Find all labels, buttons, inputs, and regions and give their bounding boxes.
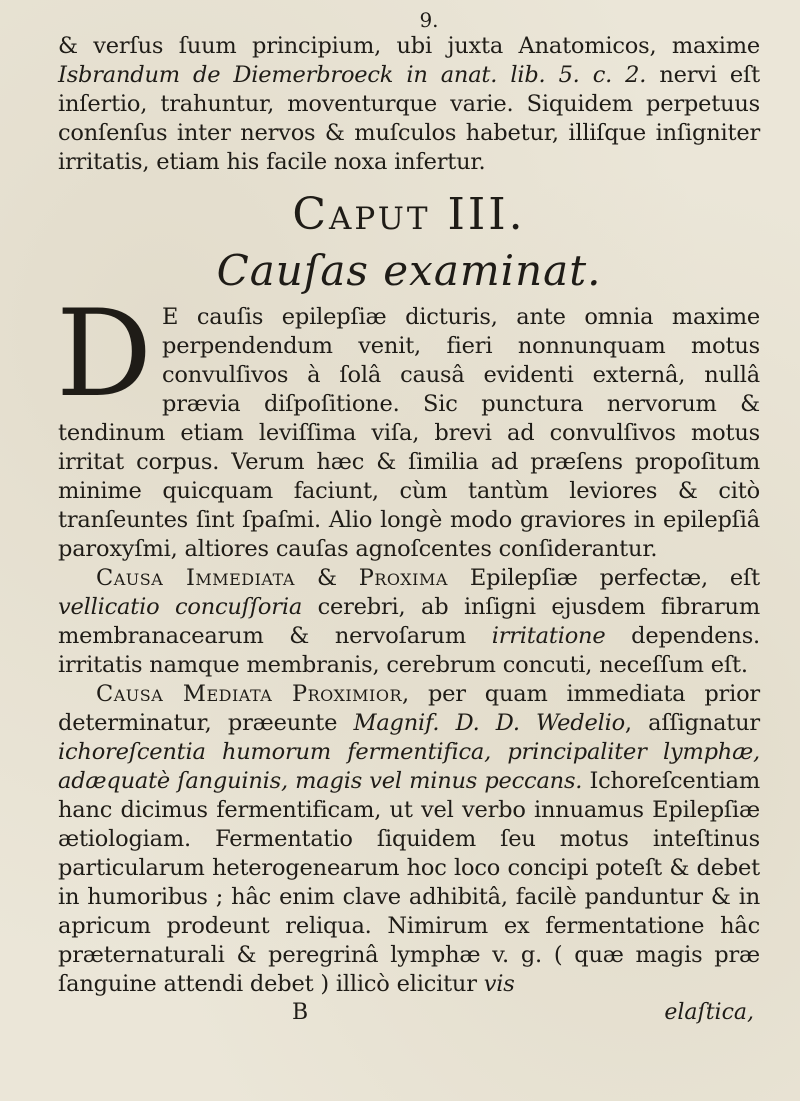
citation-wedelio: Magnif. D. D. Wedelio	[353, 710, 625, 736]
paragraph-causa-mediata	[58, 680, 760, 999]
continuation-text-2: nervi eſt inſertio, trahuntur, moventurque varie. Siquidem perpetuus conſenſus inter nervos & muſculos habetur, illiſque inſigniter irritatis, etiam his facile noxa infertur.	[58, 62, 760, 175]
label-proxima: Proxima	[358, 565, 448, 591]
paragraph-causes-intro	[56, 285, 760, 564]
citation-diemerbroeck: Isbrandum de Diemerbroeck in anat. lib. 5. c. 2.	[58, 62, 647, 88]
term-vellicatio: vellicatio concuſſoria	[58, 594, 303, 620]
paragraph-causa-immediata	[58, 564, 760, 680]
text-segment: &	[294, 565, 359, 591]
label-causa-mediata: Causa Mediata Proximior	[96, 681, 403, 707]
text-segment: Ichoreſcentiam hanc dicimus fermentificam, ut vel verbo innuamus Epilepſiæ ætiologiam. Fermentatio ſiquidem ſeu motus inteſtinus particularum heterogenearum hoc loco concipi poteſt & debet in humoribus ; hâc enim clave adhibitâ, facilè panduntur & in apricum prodeunt reliqua. Nimirum ex fermentatione hâc præternaturali & peregrinâ lymphæ v. g. ( quæ magis præ ſanguine attendi debet ) illicò elicitur	[58, 768, 760, 997]
text-segment: , aſſignatur	[624, 710, 760, 736]
term-ichorescentia: ichoreſcentia humorum fermentifica, principaliter lymphæ, adæquatè ſanguinis, magis vel minus peccans.	[58, 739, 760, 794]
text-segment: cerebri, ab inſigni ejusdem fibrarum membranacearum & nervoſarum	[58, 594, 760, 649]
paragraph-causes-intro-text: E cauſis epilepſiæ dicturis, ante omnia maxime perpendendum venit, fieri nonnunquam motus convulſivos à ſolâ causâ evidenti externâ, nullâ prævia diſpoſitione. Sic punctura nervorum & tendinum etiam leviſſima viſa, brevi ad convulſivos motus irritat corpus. Verum hæc & ſimilia ad præſens propoſitum minime quicquam faciunt, cùm tantùm leviores & citò tranſeuntes ſint ſpaſmi. Alio longè modo graviores in epilepſiâ paroxyſmi, altiores cauſas agnoſcentes conſiderantur.	[58, 304, 760, 562]
continuation-paragraph	[58, 32, 760, 177]
label-causa-immediata: Causa Immediata	[96, 565, 295, 591]
signature-mark: B	[292, 1000, 309, 1025]
term-vis: vis	[483, 971, 515, 997]
chapter-subheading: Cauſas examinat.	[216, 246, 602, 295]
drop-cap: D	[56, 285, 153, 424]
text-segment: Epilepſiæ perfectæ, eſt	[447, 565, 761, 591]
continuation-text-1: & verſus ſuum principium, ubi juxta Anatomicos, maxime	[58, 33, 760, 59]
catchword: elaſtica,	[664, 1000, 754, 1025]
term-irritatione: irritatione	[491, 623, 606, 649]
chapter-heading: Caput III.	[292, 189, 526, 240]
page-number: 9.	[419, 8, 439, 32]
text-segment: , per quam immediata prior determinatur, præeunte	[58, 681, 760, 736]
text-segment: dependens. irritatis namque membranis, cerebrum concuti, neceſſum eſt.	[58, 623, 761, 678]
page-footer	[58, 999, 760, 1027]
